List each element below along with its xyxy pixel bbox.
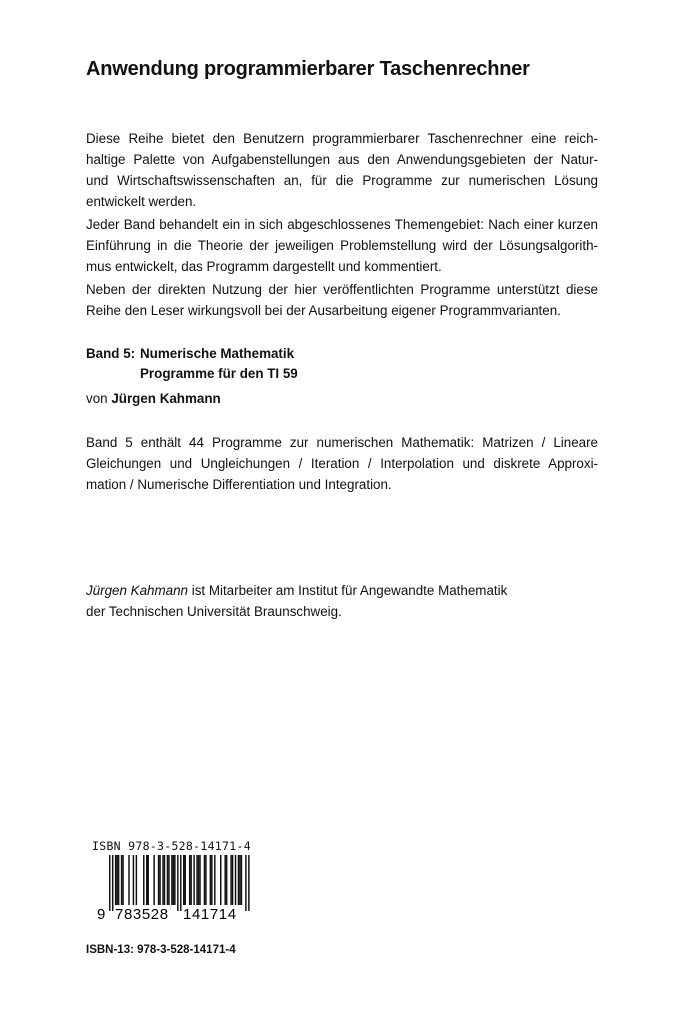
barcode-bar xyxy=(199,855,200,905)
barcode-bar xyxy=(164,855,165,905)
text-line: Diese Reihe bietet den Benutzern programmierbarer Taschenrechner eine reich- xyxy=(86,131,598,146)
bio-line-1 xyxy=(86,580,507,601)
text-line: und Wirtschaftswissenschaften an, für die Programme zur numerischen Lösung xyxy=(86,173,598,188)
barcode-bar xyxy=(211,855,212,905)
barcode-bar xyxy=(239,855,240,905)
barcode-bar xyxy=(196,855,197,905)
isbn-13-label: ISBN-13: 978-3-528-14171-4 xyxy=(86,944,236,956)
bio-author-name: Jürgen Kahmann xyxy=(86,583,188,598)
barcode-bar xyxy=(162,855,163,905)
barcode-bar xyxy=(168,855,169,905)
bio-line-2: der Technischen Universität Braunschweig. xyxy=(86,604,342,619)
bio-line-1-rest: ist Mitarbeiter am Institut für Angewandte Mathematik xyxy=(188,583,508,598)
barcode-bar xyxy=(230,855,231,905)
intro-paragraph-1 xyxy=(86,128,598,212)
barcode-guard-bar xyxy=(109,855,110,911)
band-heading xyxy=(86,344,298,384)
barcode-digits-right: 141714 xyxy=(183,906,237,921)
barcode-bar xyxy=(198,855,199,905)
barcode-bar xyxy=(115,855,116,905)
barcode-bar xyxy=(159,855,160,905)
barcode-bar xyxy=(118,855,119,905)
text-line: mation / Numerische Differentiation und Integration. xyxy=(86,477,392,492)
text-line: Jeder Band behandelt ein in sich abgeschlossenes Themengebiet: Nach einer kurzen xyxy=(86,217,598,232)
barcode-bar xyxy=(205,855,206,905)
barcode-guard-bar xyxy=(180,855,181,911)
barcode-guard-bar xyxy=(248,855,249,911)
barcode-bar xyxy=(235,855,236,905)
text-line: Einführung in die Theorie der jeweiligen Problemstellung wird der Lösungsalgorith- xyxy=(86,238,598,253)
barcode-bar xyxy=(224,855,225,905)
barcode-graphic xyxy=(97,855,253,921)
author-line xyxy=(86,389,221,409)
barcode-isbn-label: ISBN 978-3-528-14171-4 xyxy=(92,839,251,853)
band-title-line-2: Programme für den TI 59 xyxy=(140,366,298,381)
barcode-guard-bar xyxy=(245,855,246,911)
barcode-bar xyxy=(193,855,194,905)
band-label: Band 5: xyxy=(86,346,136,361)
band-title-line-1: Numerische Mathematik xyxy=(140,346,295,361)
barcode-bar xyxy=(190,855,191,905)
barcode-bar xyxy=(121,855,122,905)
barcode-bar xyxy=(226,855,227,905)
barcode-bar xyxy=(173,855,174,905)
barcode-bar xyxy=(128,855,129,905)
contents-paragraph xyxy=(86,432,598,495)
text-line: entwickelt werden. xyxy=(86,194,197,209)
barcode-bar xyxy=(122,855,123,905)
text-line: Neben der direkten Nutzung der hier veröffentlichten Programme unterstützt diese xyxy=(86,282,598,297)
barcode-bar xyxy=(214,855,215,905)
barcode-bar xyxy=(232,855,233,905)
barcode-digit-first: 9 xyxy=(97,906,106,921)
author-prefix: von xyxy=(86,391,108,406)
text-line: Band 5 enthält 44 Programme zur numerischen Mathematik: Matrizen / Lineare xyxy=(86,435,598,450)
intro-paragraph-3 xyxy=(86,279,598,321)
barcode-bar xyxy=(171,855,172,905)
author-bio xyxy=(86,580,507,622)
barcode-bar xyxy=(204,855,205,905)
barcode-bar xyxy=(238,855,239,905)
barcode-guard-bar xyxy=(112,855,113,911)
barcode-bar xyxy=(143,855,144,905)
barcode-digits-left: 783528 xyxy=(115,906,169,921)
barcode-bar xyxy=(220,855,221,905)
barcode-bar xyxy=(210,855,211,905)
barcode-bar xyxy=(147,855,148,905)
barcode-bar xyxy=(158,855,159,905)
barcode-bar xyxy=(183,855,184,905)
barcode-bar xyxy=(153,855,154,905)
barcode-bar xyxy=(136,855,137,905)
barcode-bar xyxy=(116,855,117,905)
text-line: mus entwickelt, das Programm dargestellt und kommentiert. xyxy=(86,259,442,274)
text-line: Gleichungen und Ungleichungen / Iteration / Interpolation und diskrete Approxi- xyxy=(86,456,598,471)
barcode-bar xyxy=(184,855,185,905)
barcode-bar xyxy=(189,855,190,905)
intro-paragraph-2 xyxy=(86,214,598,277)
barcode-bar xyxy=(241,855,242,905)
barcode-bar xyxy=(133,855,134,905)
barcode-guard-bar xyxy=(177,855,178,911)
barcode xyxy=(97,855,253,921)
barcode-bar xyxy=(146,855,147,905)
barcode-bar xyxy=(167,855,168,905)
barcode-bar xyxy=(174,855,175,905)
author-name: Jürgen Kahmann xyxy=(111,391,221,406)
series-title: Anwendung programmierbarer Taschenrechner xyxy=(86,58,530,80)
text-line: Reihe den Leser wirkungsvoll bei der Ausarbeitung eigener Programmvarianten. xyxy=(86,303,561,318)
text-line: haltige Palette von Aufgabenstellungen aus den Anwendungsgebieten der Natur- xyxy=(86,152,598,167)
